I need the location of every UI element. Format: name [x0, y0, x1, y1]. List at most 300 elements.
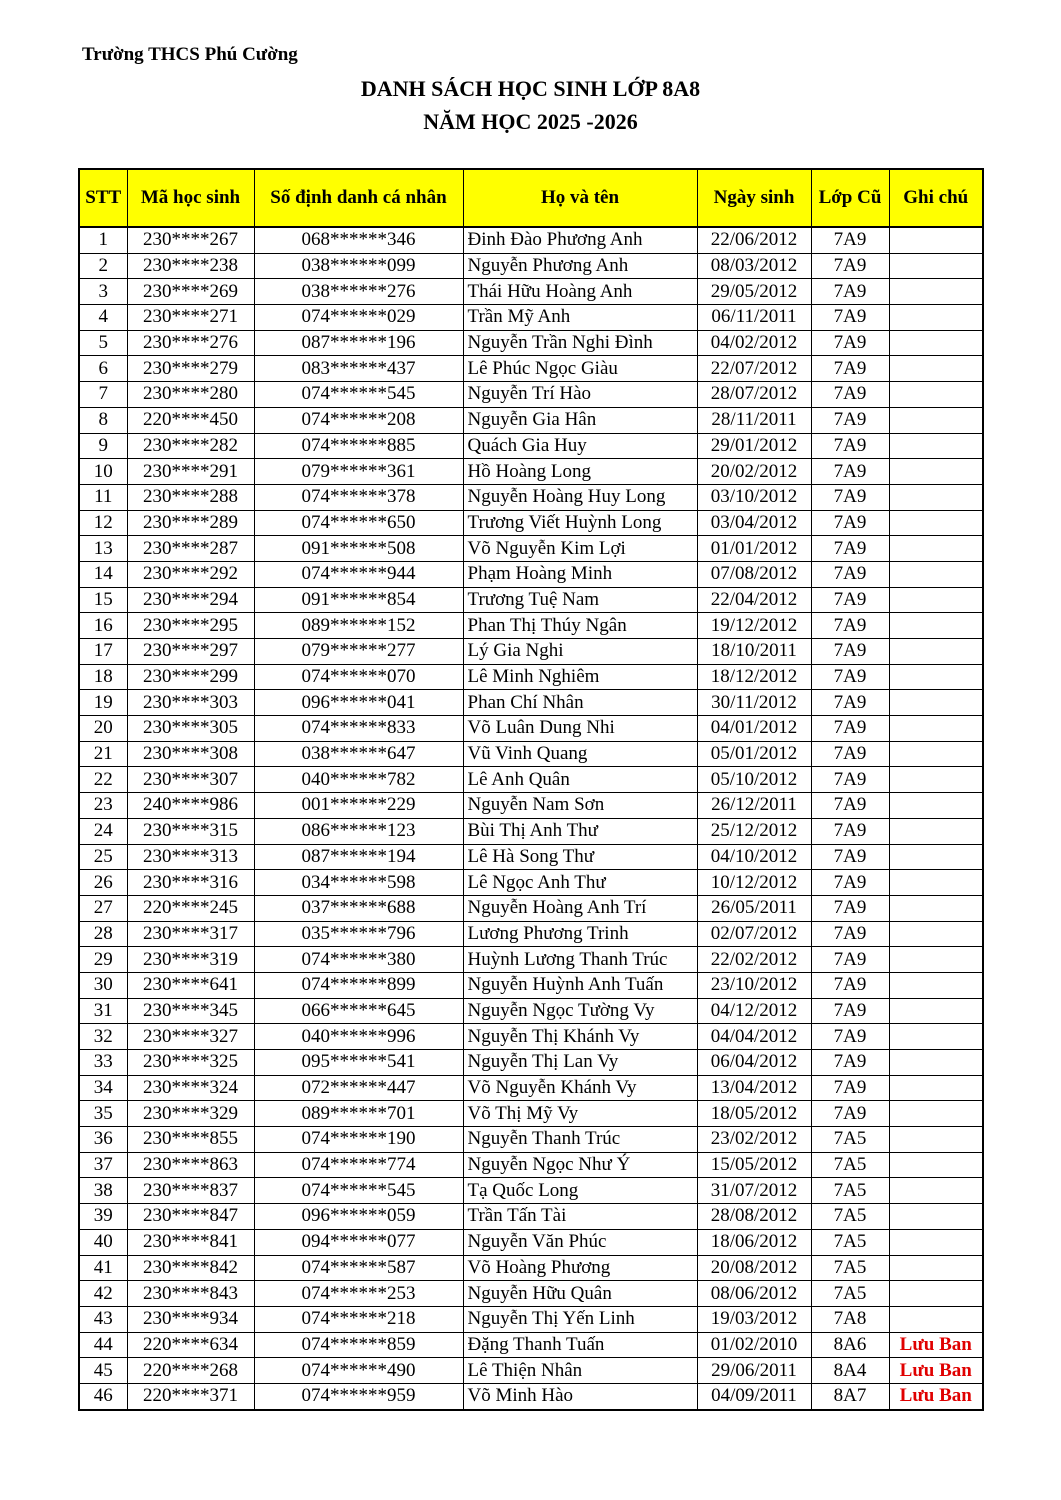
cell-old-class: 7A5 — [811, 1204, 889, 1230]
cell-note — [889, 433, 983, 459]
column-header-stt: STT — [79, 169, 127, 227]
cell-personal-id: 040******996 — [254, 1024, 463, 1050]
cell-full-name: Nguyễn Văn Phúc — [463, 1229, 697, 1255]
table-row — [79, 895, 983, 921]
cell-full-name: Lê Hà Song Thư — [463, 844, 697, 870]
table-row — [79, 253, 983, 279]
table-row — [79, 407, 983, 433]
cell-note — [889, 1152, 983, 1178]
cell-birth-date: 26/12/2011 — [697, 793, 811, 819]
cell-old-class: 7A9 — [811, 818, 889, 844]
column-header-note: Ghi chú — [889, 169, 983, 227]
cell-stt: 9 — [79, 433, 127, 459]
table-row — [79, 536, 983, 562]
cell-personal-id: 037******688 — [254, 895, 463, 921]
cell-personal-id: 089******701 — [254, 1101, 463, 1127]
cell-birth-date: 23/10/2012 — [697, 972, 811, 998]
cell-stt: 29 — [79, 947, 127, 973]
cell-full-name: Võ Nguyễn Kim Lợi — [463, 536, 697, 562]
cell-full-name: Phan Thị Thúy Ngân — [463, 613, 697, 639]
cell-student-code: 230****308 — [127, 741, 254, 767]
table-row — [79, 921, 983, 947]
cell-full-name: Võ Luân Dung Nhi — [463, 716, 697, 742]
cell-personal-id: 074******070 — [254, 664, 463, 690]
cell-full-name: Nguyễn Thị Lan Vy — [463, 1050, 697, 1076]
cell-stt: 20 — [79, 716, 127, 742]
cell-stt: 39 — [79, 1204, 127, 1230]
cell-stt: 28 — [79, 921, 127, 947]
cell-full-name: Tạ Quốc Long — [463, 1178, 697, 1204]
cell-personal-id: 034******598 — [254, 870, 463, 896]
cell-stt: 7 — [79, 382, 127, 408]
cell-student-code: 230****291 — [127, 459, 254, 485]
cell-full-name: Nguyễn Huỳnh Anh Tuấn — [463, 972, 697, 998]
cell-full-name: Lê Minh Nghiêm — [463, 664, 697, 690]
cell-student-code: 230****289 — [127, 510, 254, 536]
table-row — [79, 484, 983, 510]
cell-old-class: 7A9 — [811, 459, 889, 485]
cell-old-class: 7A9 — [811, 587, 889, 613]
cell-birth-date: 29/05/2012 — [697, 279, 811, 305]
cell-note — [889, 253, 983, 279]
cell-birth-date: 08/06/2012 — [697, 1281, 811, 1307]
cell-old-class: 7A9 — [811, 1101, 889, 1127]
cell-note — [889, 1075, 983, 1101]
cell-student-code: 230****238 — [127, 253, 254, 279]
cell-student-code: 230****319 — [127, 947, 254, 973]
table-row — [79, 1383, 983, 1409]
table-row — [79, 1075, 983, 1101]
cell-student-code: 220****268 — [127, 1358, 254, 1384]
cell-note — [889, 1204, 983, 1230]
cell-student-code: 230****299 — [127, 664, 254, 690]
cell-personal-id: 074******545 — [254, 1178, 463, 1204]
cell-note: Lưu Ban — [889, 1332, 983, 1358]
cell-full-name: Lê Phúc Ngọc Giàu — [463, 356, 697, 382]
cell-full-name: Trần Tấn Tài — [463, 1204, 697, 1230]
cell-note — [889, 305, 983, 331]
student-roster-table — [78, 168, 984, 1411]
table-row — [79, 639, 983, 665]
table-row — [79, 1024, 983, 1050]
cell-birth-date: 20/08/2012 — [697, 1255, 811, 1281]
cell-student-code: 230****324 — [127, 1075, 254, 1101]
cell-birth-date: 05/01/2012 — [697, 741, 811, 767]
cell-stt: 5 — [79, 330, 127, 356]
table-row — [79, 1358, 983, 1384]
cell-personal-id: 087******194 — [254, 844, 463, 870]
table-row — [79, 356, 983, 382]
table-row — [79, 1229, 983, 1255]
cell-note — [889, 1101, 983, 1127]
cell-note — [889, 613, 983, 639]
cell-birth-date: 04/10/2012 — [697, 844, 811, 870]
cell-student-code: 230****267 — [127, 227, 254, 253]
cell-stt: 17 — [79, 639, 127, 665]
table-row — [79, 793, 983, 819]
cell-full-name: Lương Phương Trinh — [463, 921, 697, 947]
cell-note — [889, 793, 983, 819]
cell-full-name: Nguyễn Thị Yến Linh — [463, 1306, 697, 1332]
table-row — [79, 741, 983, 767]
cell-student-code: 220****245 — [127, 895, 254, 921]
cell-note — [889, 587, 983, 613]
cell-note — [889, 1281, 983, 1307]
table-row — [79, 1204, 983, 1230]
cell-personal-id: 087******196 — [254, 330, 463, 356]
cell-old-class: 7A9 — [811, 227, 889, 253]
cell-full-name: Nguyễn Gia Hân — [463, 407, 697, 433]
cell-personal-id: 074******774 — [254, 1152, 463, 1178]
cell-personal-id: 074******944 — [254, 561, 463, 587]
cell-birth-date: 19/12/2012 — [697, 613, 811, 639]
cell-old-class: 7A5 — [811, 1281, 889, 1307]
cell-student-code: 230****842 — [127, 1255, 254, 1281]
cell-student-code: 230****345 — [127, 998, 254, 1024]
cell-student-code: 230****307 — [127, 767, 254, 793]
cell-full-name: Quách Gia Huy — [463, 433, 697, 459]
school-name: Trường THCS Phú Cường — [82, 44, 298, 65]
cell-full-name: Nguyễn Thị Khánh Vy — [463, 1024, 697, 1050]
cell-birth-date: 26/05/2011 — [697, 895, 811, 921]
cell-stt: 30 — [79, 972, 127, 998]
cell-old-class: 8A4 — [811, 1358, 889, 1384]
cell-stt: 34 — [79, 1075, 127, 1101]
cell-student-code: 230****305 — [127, 716, 254, 742]
cell-personal-id: 096******041 — [254, 690, 463, 716]
cell-stt: 22 — [79, 767, 127, 793]
cell-student-code: 230****847 — [127, 1204, 254, 1230]
cell-old-class: 7A9 — [811, 972, 889, 998]
cell-full-name: Đặng Thanh Tuấn — [463, 1332, 697, 1358]
cell-stt: 11 — [79, 484, 127, 510]
cell-personal-id: 089******152 — [254, 613, 463, 639]
cell-old-class: 7A9 — [811, 382, 889, 408]
cell-personal-id: 074******899 — [254, 972, 463, 998]
cell-full-name: Nguyễn Trần Nghi Đình — [463, 330, 697, 356]
cell-old-class: 7A9 — [811, 253, 889, 279]
cell-note — [889, 1127, 983, 1153]
cell-birth-date: 30/11/2012 — [697, 690, 811, 716]
cell-student-code: 230****641 — [127, 972, 254, 998]
table-row — [79, 433, 983, 459]
table-row — [79, 818, 983, 844]
cell-stt: 37 — [79, 1152, 127, 1178]
cell-birth-date: 22/02/2012 — [697, 947, 811, 973]
table-body — [79, 227, 983, 1410]
cell-birth-date: 08/03/2012 — [697, 253, 811, 279]
cell-student-code: 230****292 — [127, 561, 254, 587]
cell-stt: 27 — [79, 895, 127, 921]
cell-birth-date: 01/01/2012 — [697, 536, 811, 562]
cell-note — [889, 407, 983, 433]
cell-old-class: 7A9 — [811, 510, 889, 536]
cell-birth-date: 07/08/2012 — [697, 561, 811, 587]
cell-stt: 35 — [79, 1101, 127, 1127]
cell-personal-id: 074******833 — [254, 716, 463, 742]
cell-student-code: 220****371 — [127, 1383, 254, 1409]
cell-note — [889, 870, 983, 896]
cell-student-code: 230****315 — [127, 818, 254, 844]
cell-birth-date: 15/05/2012 — [697, 1152, 811, 1178]
cell-old-class: 7A9 — [811, 921, 889, 947]
cell-personal-id: 079******277 — [254, 639, 463, 665]
cell-student-code: 230****288 — [127, 484, 254, 510]
cell-full-name: Võ Thị Mỹ Vy — [463, 1101, 697, 1127]
cell-birth-date: 20/02/2012 — [697, 459, 811, 485]
cell-old-class: 7A9 — [811, 690, 889, 716]
cell-note — [889, 947, 983, 973]
cell-student-code: 230****297 — [127, 639, 254, 665]
cell-note — [889, 227, 983, 253]
cell-note — [889, 998, 983, 1024]
table-row — [79, 972, 983, 998]
table-row — [79, 1281, 983, 1307]
cell-stt: 46 — [79, 1383, 127, 1409]
cell-birth-date: 28/07/2012 — [697, 382, 811, 408]
cell-old-class: 7A5 — [811, 1127, 889, 1153]
cell-full-name: Nguyễn Ngọc Như Ý — [463, 1152, 697, 1178]
cell-full-name: Nguyễn Ngọc Tường Vy — [463, 998, 697, 1024]
cell-old-class: 7A5 — [811, 1178, 889, 1204]
cell-old-class: 7A8 — [811, 1306, 889, 1332]
cell-old-class: 7A9 — [811, 613, 889, 639]
table-row — [79, 1332, 983, 1358]
cell-stt: 36 — [79, 1127, 127, 1153]
cell-student-code: 230****934 — [127, 1306, 254, 1332]
column-header-old-class: Lớp Cũ — [811, 169, 889, 227]
cell-stt: 3 — [79, 279, 127, 305]
cell-full-name: Nguyễn Trí Hào — [463, 382, 697, 408]
cell-stt: 13 — [79, 536, 127, 562]
table-row — [79, 561, 983, 587]
cell-student-code: 230****316 — [127, 870, 254, 896]
cell-stt: 32 — [79, 1024, 127, 1050]
cell-personal-id: 038******647 — [254, 741, 463, 767]
cell-full-name: Phan Chí Nhân — [463, 690, 697, 716]
cell-full-name: Võ Minh Hào — [463, 1383, 697, 1409]
cell-student-code: 230****303 — [127, 690, 254, 716]
cell-note — [889, 1024, 983, 1050]
cell-old-class: 7A9 — [811, 561, 889, 587]
cell-note — [889, 536, 983, 562]
cell-note — [889, 1306, 983, 1332]
cell-old-class: 7A9 — [811, 356, 889, 382]
cell-personal-id: 074******029 — [254, 305, 463, 331]
table-row — [79, 947, 983, 973]
cell-old-class: 7A9 — [811, 639, 889, 665]
cell-birth-date: 22/07/2012 — [697, 356, 811, 382]
cell-note — [889, 1229, 983, 1255]
cell-stt: 21 — [79, 741, 127, 767]
column-header-full-name: Họ và tên — [463, 169, 697, 227]
cell-student-code: 230****294 — [127, 587, 254, 613]
cell-birth-date: 13/04/2012 — [697, 1075, 811, 1101]
cell-stt: 4 — [79, 305, 127, 331]
cell-full-name: Lý Gia Nghi — [463, 639, 697, 665]
cell-old-class: 7A9 — [811, 998, 889, 1024]
cell-student-code: 230****327 — [127, 1024, 254, 1050]
cell-personal-id: 068******346 — [254, 227, 463, 253]
cell-old-class: 7A9 — [811, 1024, 889, 1050]
cell-personal-id: 038******276 — [254, 279, 463, 305]
cell-personal-id: 096******059 — [254, 1204, 463, 1230]
cell-full-name: Trần Mỹ Anh — [463, 305, 697, 331]
school-year-title: NĂM HỌC 2025 -2026 — [423, 109, 638, 134]
cell-student-code: 230****280 — [127, 382, 254, 408]
document-title: DANH SÁCH HỌC SINH LỚP 8A8 — [360, 76, 701, 101]
cell-personal-id: 074******253 — [254, 1281, 463, 1307]
cell-stt: 18 — [79, 664, 127, 690]
cell-note: Lưu Ban — [889, 1358, 983, 1384]
cell-full-name: Nguyễn Hữu Quân — [463, 1281, 697, 1307]
cell-student-code: 230****313 — [127, 844, 254, 870]
cell-student-code: 230****325 — [127, 1050, 254, 1076]
cell-birth-date: 02/07/2012 — [697, 921, 811, 947]
table-row — [79, 279, 983, 305]
cell-note — [889, 639, 983, 665]
cell-birth-date: 29/06/2011 — [697, 1358, 811, 1384]
cell-birth-date: 06/11/2011 — [697, 305, 811, 331]
cell-old-class: 7A9 — [811, 793, 889, 819]
cell-student-code: 230****863 — [127, 1152, 254, 1178]
cell-old-class: 8A7 — [811, 1383, 889, 1409]
cell-personal-id: 091******854 — [254, 587, 463, 613]
cell-birth-date: 10/12/2012 — [697, 870, 811, 896]
cell-birth-date: 19/03/2012 — [697, 1306, 811, 1332]
cell-stt: 43 — [79, 1306, 127, 1332]
cell-full-name: Lê Anh Quân — [463, 767, 697, 793]
cell-old-class: 7A9 — [811, 844, 889, 870]
cell-personal-id: 038******099 — [254, 253, 463, 279]
cell-student-code: 230****841 — [127, 1229, 254, 1255]
cell-birth-date: 18/05/2012 — [697, 1101, 811, 1127]
cell-personal-id: 083******437 — [254, 356, 463, 382]
cell-personal-id: 074******218 — [254, 1306, 463, 1332]
cell-personal-id: 074******190 — [254, 1127, 463, 1153]
table-row — [79, 690, 983, 716]
cell-birth-date: 04/02/2012 — [697, 330, 811, 356]
cell-note — [889, 741, 983, 767]
cell-old-class: 7A9 — [811, 741, 889, 767]
cell-full-name: Phạm Hoàng Minh — [463, 561, 697, 587]
cell-personal-id: 074******208 — [254, 407, 463, 433]
cell-old-class: 7A9 — [811, 484, 889, 510]
cell-personal-id: 095******541 — [254, 1050, 463, 1076]
cell-birth-date: 25/12/2012 — [697, 818, 811, 844]
cell-note — [889, 1050, 983, 1076]
cell-old-class: 7A5 — [811, 1255, 889, 1281]
cell-old-class: 7A9 — [811, 433, 889, 459]
cell-old-class: 7A9 — [811, 947, 889, 973]
cell-student-code: 230****295 — [127, 613, 254, 639]
cell-stt: 6 — [79, 356, 127, 382]
cell-stt: 15 — [79, 587, 127, 613]
cell-personal-id: 066******645 — [254, 998, 463, 1024]
cell-personal-id: 001******229 — [254, 793, 463, 819]
cell-student-code: 230****269 — [127, 279, 254, 305]
cell-student-code: 230****271 — [127, 305, 254, 331]
cell-birth-date: 23/02/2012 — [697, 1127, 811, 1153]
cell-student-code: 230****282 — [127, 433, 254, 459]
table-row — [79, 613, 983, 639]
cell-note — [889, 1255, 983, 1281]
cell-student-code: 230****843 — [127, 1281, 254, 1307]
cell-old-class: 7A9 — [811, 330, 889, 356]
table-row — [79, 587, 983, 613]
cell-stt: 31 — [79, 998, 127, 1024]
cell-birth-date: 22/06/2012 — [697, 227, 811, 253]
cell-full-name: Vũ Vinh Quang — [463, 741, 697, 767]
cell-note — [889, 561, 983, 587]
cell-note — [889, 459, 983, 485]
table-row — [79, 998, 983, 1024]
cell-student-code: 220****634 — [127, 1332, 254, 1358]
cell-personal-id: 074******859 — [254, 1332, 463, 1358]
cell-old-class: 7A9 — [811, 664, 889, 690]
cell-note — [889, 767, 983, 793]
cell-full-name: Trương Viết Huỳnh Long — [463, 510, 697, 536]
table-row — [79, 1306, 983, 1332]
table-row — [79, 510, 983, 536]
cell-birth-date: 28/11/2011 — [697, 407, 811, 433]
cell-birth-date: 05/10/2012 — [697, 767, 811, 793]
cell-old-class: 7A9 — [811, 767, 889, 793]
cell-full-name: Nguyễn Nam Sơn — [463, 793, 697, 819]
cell-note — [889, 510, 983, 536]
cell-birth-date: 28/08/2012 — [697, 1204, 811, 1230]
cell-student-code: 230****276 — [127, 330, 254, 356]
cell-personal-id: 072******447 — [254, 1075, 463, 1101]
cell-personal-id: 091******508 — [254, 536, 463, 562]
table-row — [79, 767, 983, 793]
cell-full-name: Võ Nguyễn Khánh Vy — [463, 1075, 697, 1101]
cell-old-class: 7A9 — [811, 895, 889, 921]
cell-old-class: 7A9 — [811, 1075, 889, 1101]
cell-student-code: 230****317 — [127, 921, 254, 947]
table-row — [79, 459, 983, 485]
cell-personal-id: 074******545 — [254, 382, 463, 408]
cell-student-code: 230****329 — [127, 1101, 254, 1127]
cell-full-name: Đinh Đào Phương Anh — [463, 227, 697, 253]
cell-full-name: Huỳnh Lương Thanh Trúc — [463, 947, 697, 973]
table-row — [79, 1152, 983, 1178]
table-row — [79, 1127, 983, 1153]
cell-note — [889, 972, 983, 998]
cell-birth-date: 04/12/2012 — [697, 998, 811, 1024]
cell-full-name: Lê Thiện Nhân — [463, 1358, 697, 1384]
cell-personal-id: 074******885 — [254, 433, 463, 459]
cell-note — [889, 818, 983, 844]
cell-personal-id: 094******077 — [254, 1229, 463, 1255]
cell-note — [889, 484, 983, 510]
cell-student-code: 240****986 — [127, 793, 254, 819]
cell-old-class: 7A9 — [811, 716, 889, 742]
table-row — [79, 330, 983, 356]
cell-stt: 44 — [79, 1332, 127, 1358]
cell-birth-date: 18/10/2011 — [697, 639, 811, 665]
cell-note — [889, 716, 983, 742]
table-header-row — [79, 169, 983, 227]
cell-birth-date: 01/02/2010 — [697, 1332, 811, 1358]
cell-personal-id: 035******796 — [254, 921, 463, 947]
column-header-personal-id: Số định danh cá nhân — [254, 169, 463, 227]
cell-old-class: 8A6 — [811, 1332, 889, 1358]
cell-old-class: 7A9 — [811, 536, 889, 562]
cell-old-class: 7A5 — [811, 1229, 889, 1255]
table-row — [79, 1050, 983, 1076]
cell-stt: 26 — [79, 870, 127, 896]
